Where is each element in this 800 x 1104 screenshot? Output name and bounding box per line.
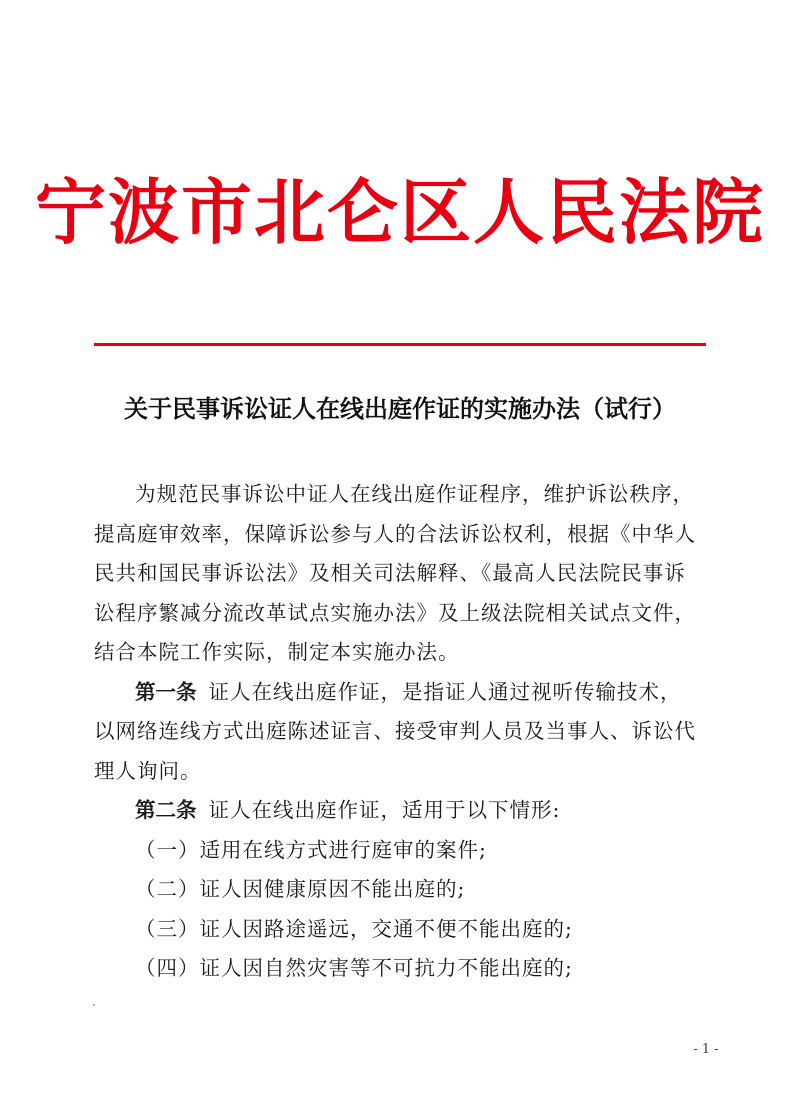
article-1-text: 证人在线出庭作证，是指证人通过视听传输技术，: [208, 679, 682, 704]
red-separator-line: [94, 343, 706, 346]
article-2-label: 第二条: [135, 798, 197, 822]
article-2-item: （三）证人因路途遥远，交通不便不能出庭的;: [135, 916, 573, 941]
preamble-line: 讼程序繁减分流改革试点实施办法》及上级法院相关试点文件，: [94, 600, 696, 625]
article-1-label: 第一条: [135, 679, 197, 704]
page-number: - 1 -: [693, 1042, 719, 1057]
article-2-text: 证人在线出庭作证，适用于以下情形:: [208, 798, 561, 822]
article-1-continuation: 理人询问。: [94, 758, 202, 783]
preamble-line: 民共和国民事诉讼法》及相关司法解释、《最高人民法院民事诉: [94, 561, 686, 585]
scan-speck: [93, 1004, 95, 1006]
article-1-first-line: [94, 673, 706, 713]
preamble-line: 结合本院工作实际，制定本实施办法。: [94, 640, 460, 664]
document-title: 关于民事诉讼证人在线出庭作证的实施办法（试行）: [124, 395, 676, 423]
document-body: [94, 475, 706, 989]
article-2-item: （二）证人因健康原因不能出庭的;: [135, 877, 466, 901]
article-1-continuation: 以网络连线方式出庭陈述证言、接受审判人员及当事人、诉讼代: [94, 719, 696, 743]
article-2-first-line: [94, 791, 706, 831]
preamble-line: 为规范民事诉讼中证人在线出庭作证程序，维护诉讼秩序，: [135, 482, 694, 506]
preamble-line: 提高庭审效率，保障诉讼参与人的合法诉讼权利，根据《中华人: [94, 521, 696, 546]
article-2-item: （四）证人因自然灾害等不可抗力不能出庭的;: [135, 956, 573, 980]
court-name-header: 宁波市北仑区人民法院: [34, 170, 765, 254]
article-2-item: （一）适用在线方式进行庭审的案件;: [135, 837, 487, 862]
